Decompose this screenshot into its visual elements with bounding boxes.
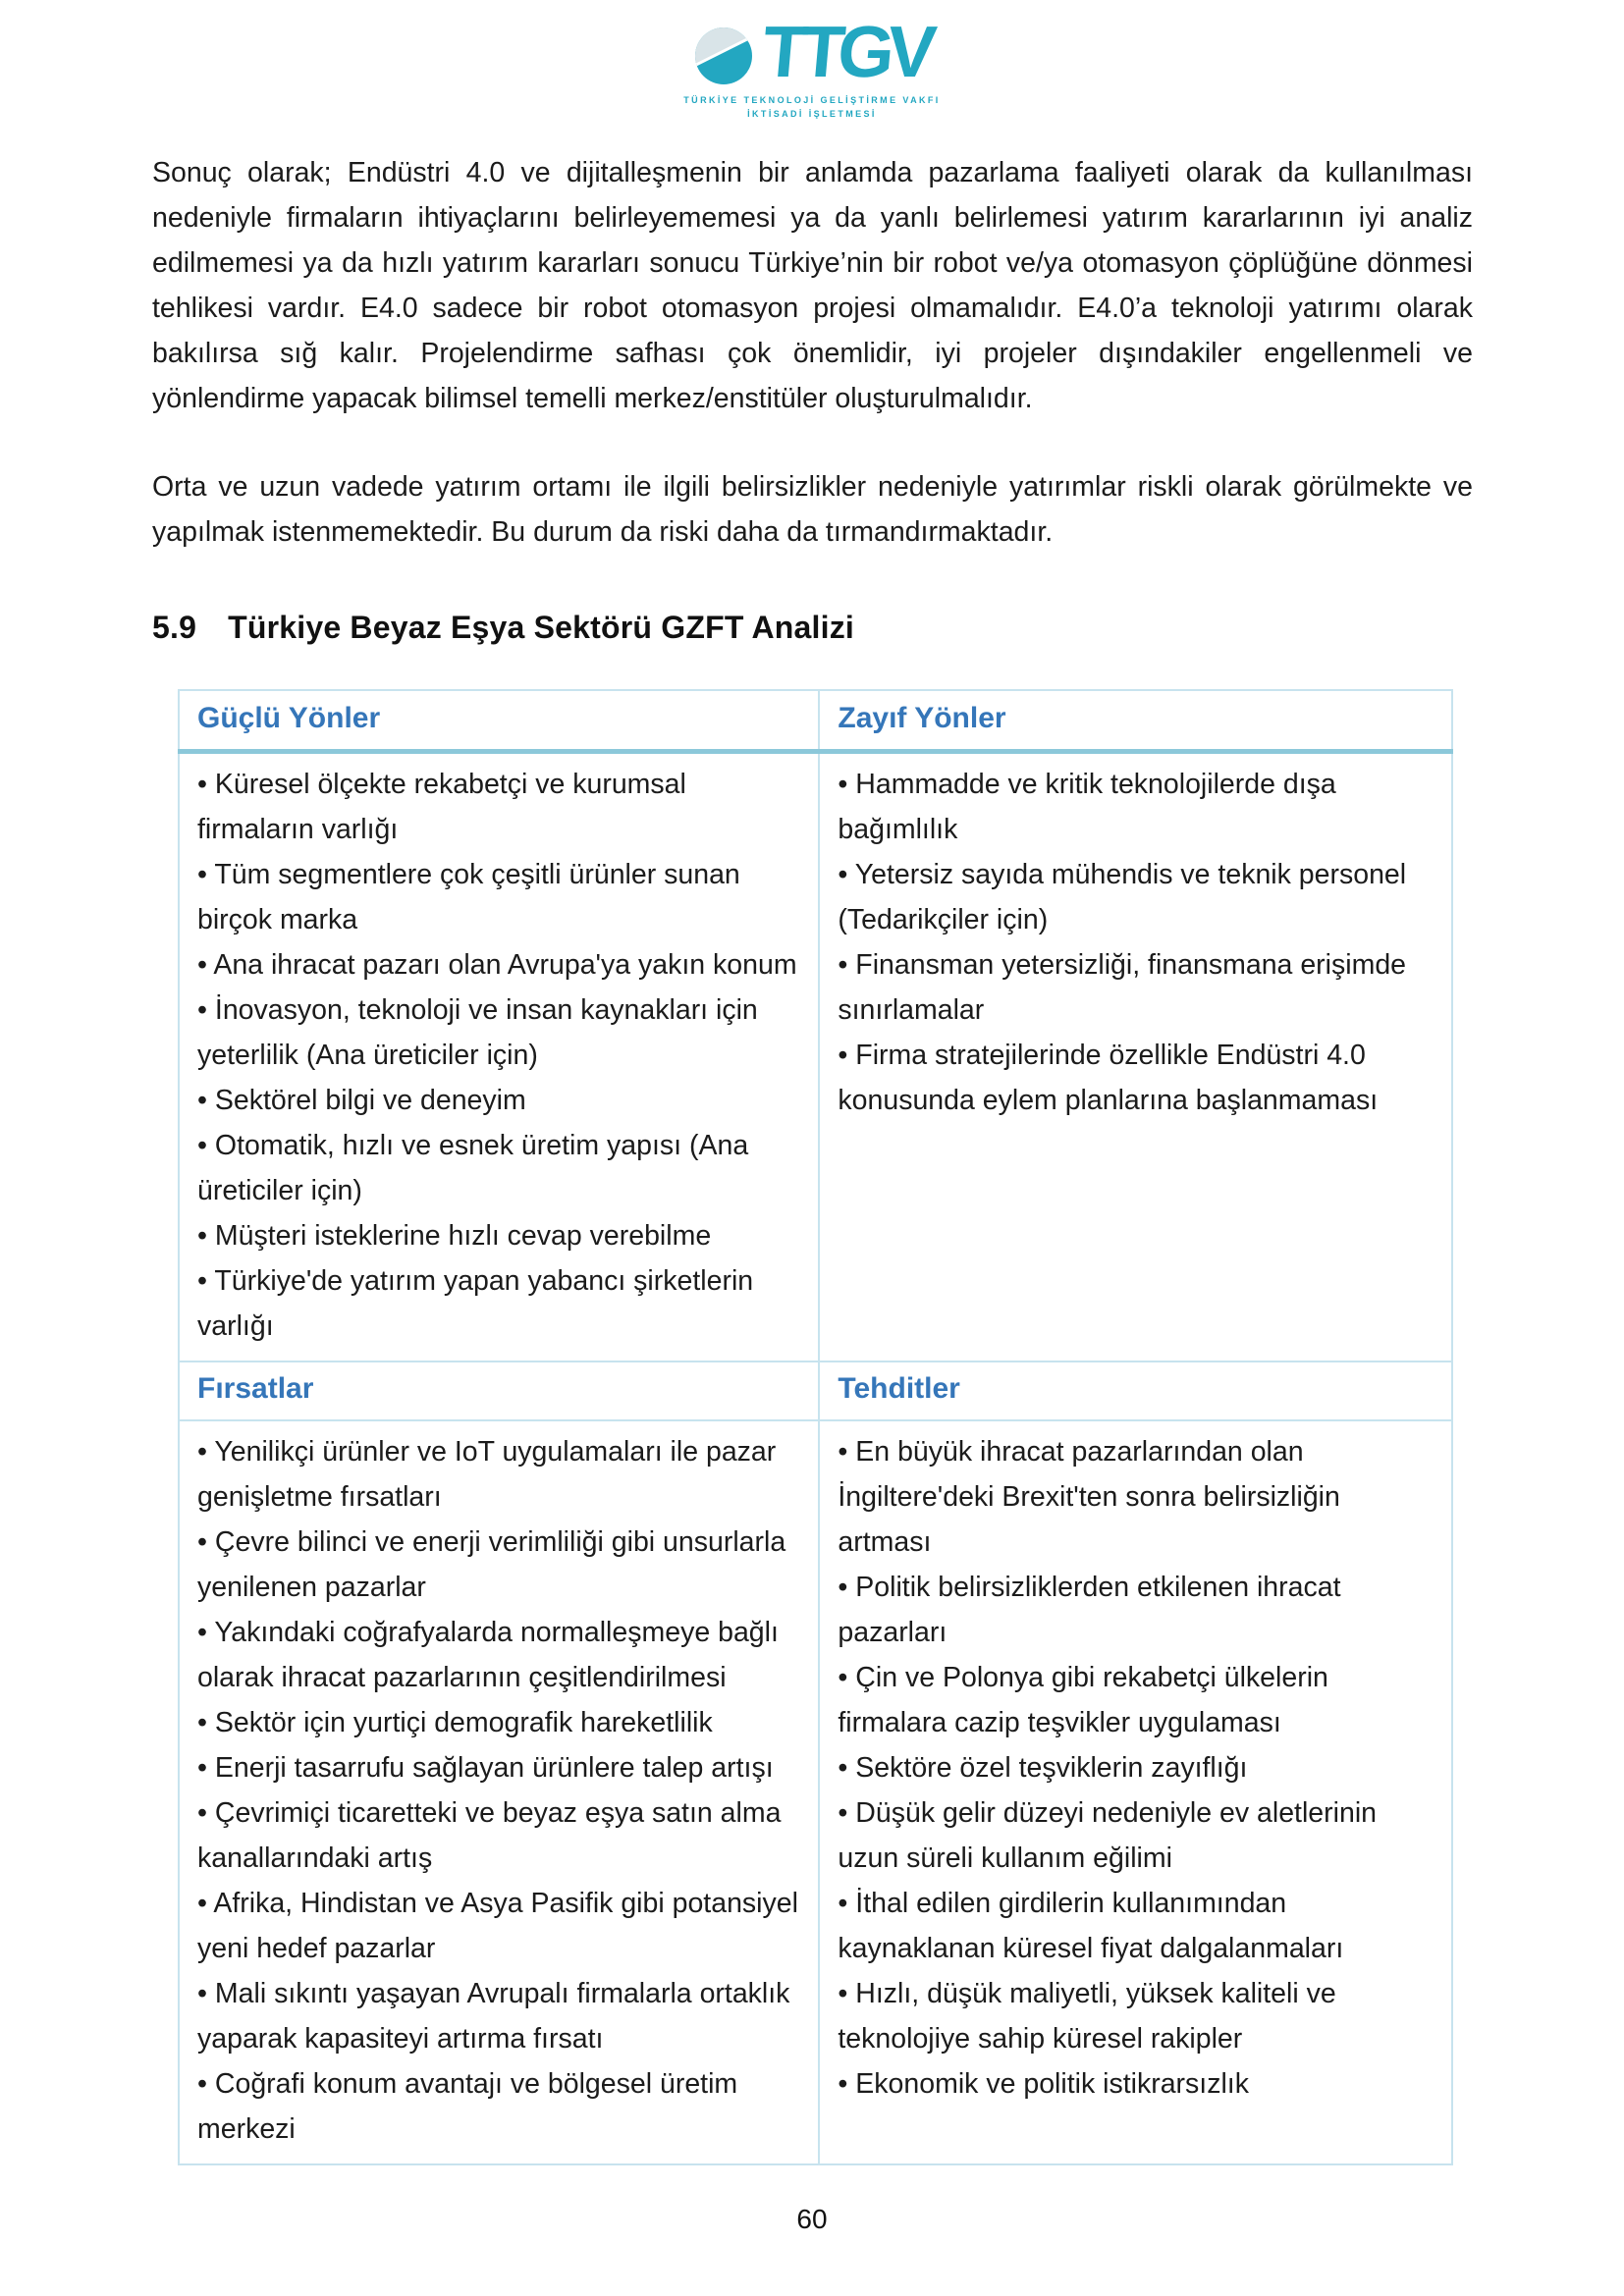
swot-cell-weaknesses xyxy=(819,752,1452,1362)
bullet-item: • Finansman yetersizliği, finansmana erişimde sınırlamalar xyxy=(838,949,1407,1026)
bullet-item: • Otomatik, hızlı ve esnek üretim yapısı (Ana üreticiler için) xyxy=(197,1130,749,1206)
section-heading xyxy=(152,610,1473,646)
swot-body-row-1 xyxy=(179,752,1452,1362)
bullet-item: • Mali sıkıntı yaşayan Avrupalı firmalarla ortaklık yaparak kapasiteyi artırma fırsatı xyxy=(197,1978,790,2055)
swot-header-cell-strengths xyxy=(179,690,819,752)
bullet-item: • Müşteri isteklerine hızlı cevap verebilme xyxy=(197,1220,712,1252)
bullet-item: • Yakındaki coğrafyalarda normalleşmeye bağlı olarak ihracat pazarlarının çeşitlendirilmesi xyxy=(197,1617,779,1693)
swot-cell-strengths xyxy=(179,752,819,1362)
strengths-header: Güçlü Yönler xyxy=(197,702,381,734)
bullet-item: • Düşük gelir düzeyi nedeniyle ev aletlerinin uzun süreli kullanım eğilimi xyxy=(838,1797,1378,1874)
swot-table xyxy=(178,689,1453,2165)
weaknesses-header: Zayıf Yönler xyxy=(838,702,1006,734)
threats-header: Tehditler xyxy=(838,1372,960,1405)
swot-header-cell-threats xyxy=(819,1362,1452,1420)
bullet-item: • Hammadde ve kritik teknolojilerde dışa bağımlılık xyxy=(838,769,1336,845)
bullet-item: • Sektörel bilgi ve deneyim xyxy=(197,1085,526,1116)
bullet-item: • Coğrafi konum avantajı ve bölgesel üretim merkezi xyxy=(197,2068,738,2145)
bullet-item: • Ekonomik ve politik istikrarsızlık xyxy=(838,2068,1249,2100)
opportunities-header: Fırsatlar xyxy=(197,1372,314,1405)
section-title: Türkiye Beyaz Eşya Sektörü GZFT Analizi xyxy=(228,610,855,645)
bullet-item: • Enerji tasarrufu sağlayan ürünlere talep artışı xyxy=(197,1752,774,1784)
bullet-item: • Çevre bilinci ve enerji verimliliği gibi unsurlarla yenilenen pazarlar xyxy=(197,1526,786,1603)
bullet-item: • Firma stratejilerinde özellikle Endüstri 4.0 konusunda eylem planlarına başlanmaması xyxy=(838,1040,1379,1116)
body-paragraph-2: Orta ve uzun vadede yatırım ortamı ile ilgili belirsizlikler nedeniyle yatırımlar riskli olarak görülmekte ve yapılmak istenmemektedir. Bu durum da riski daha da tırmandırmaktadır. xyxy=(152,471,1473,548)
brand-wordmark: TTGV xyxy=(759,11,934,92)
bullet-item: • Sektöre özel teşviklerin zayıflığı xyxy=(838,1752,1248,1784)
swot-header-row-2 xyxy=(179,1362,1452,1420)
bullet-item: • Politik belirsizliklerden etkilenen ihracat pazarları xyxy=(838,1572,1341,1648)
bullet-item: • Sektör için yurtiçi demografik hareketlilik xyxy=(197,1707,713,1738)
section-number: 5.9 xyxy=(152,610,197,645)
bullet-item: • Yetersiz sayıda mühendis ve teknik personel (Tedarikçiler için) xyxy=(838,859,1407,935)
swot-body-row-2 xyxy=(179,1420,1452,2164)
logo-subtitle-line2: İKTİSADİ İŞLETMESİ xyxy=(747,108,877,119)
bullet-item: • Hızlı, düşük maliyetli, yüksek kaliteli ve teknolojiye sahip küresel rakipler xyxy=(838,1978,1336,2055)
logo-subtitle xyxy=(683,94,940,121)
split-circle-icon xyxy=(694,27,753,85)
bullet-item: • Yenilikçi ürünler ve IoT uygulamaları ile pazar genişletme fırsatları xyxy=(197,1436,777,1513)
bullet-item: • Tüm segmentlere çok çeşitli ürünler sunan birçok marka xyxy=(197,859,740,935)
bullet-item: • Küresel ölçekte rekabetçi ve kurumsal firmaların varlığı xyxy=(197,769,686,845)
bullet-item: • Ana ihracat pazarı olan Avrupa'ya yakın konum xyxy=(197,949,797,981)
bullet-item: • Afrika, Hindistan ve Asya Pasifik gibi potansiyel yeni hedef pazarlar xyxy=(197,1888,798,1964)
ttgv-logo xyxy=(0,0,1624,121)
bullet-item: • İnovasyon, teknoloji ve insan kaynakları için yeterlilik (Ana üreticiler için) xyxy=(197,994,758,1071)
swot-header-cell-weaknesses xyxy=(819,690,1452,752)
swot-cell-threats xyxy=(819,1420,1452,2164)
page-content xyxy=(152,150,1473,2165)
bullet-item: • Çin ve Polonya gibi rekabetçi ülkelerin firmalara cazip teşvikler uygulaması xyxy=(838,1662,1328,1738)
bullet-item: • İthal edilen girdilerin kullanımından kaynaklanan küresel fiyat dalgalanmaları xyxy=(838,1888,1344,1964)
swot-header-cell-opportunities xyxy=(179,1362,819,1420)
page-number: 60 xyxy=(796,2204,828,2234)
bullet-item: • Türkiye'de yatırım yapan yabancı şirketlerin varlığı xyxy=(197,1265,754,1342)
body-paragraph-1: Sonuç olarak; Endüstri 4.0 ve dijitalleşmenin bir anlamda pazarlama faaliyeti olarak da kullanılması nedeniyle firmaların ihtiyaçlarını belirleyememesi ya da yanlı belirlemesi yatırım kararlarının iyi analiz edilmemesi ya da hızlı yatırım kararları sonucu Türkiye’nin bir robot ve/ya otomasyon çöplüğüne dönmesi tehlikesi vardır. E4.0 sadece bir robot otomasyon projesi olmamalıdır. E4.0’a teknoloji yatırımı olarak bakılırsa sığ kalır. Projelendirme safhası çok önemlidir, iyi projeler dışındakiler engellenmeli ve yönlendirme yapacak bilimsel temelli merkez/enstitüler oluşturulmalıdır. xyxy=(152,157,1473,414)
swot-header-row-1 xyxy=(179,690,1452,752)
swot-cell-opportunities xyxy=(179,1420,819,2164)
logo-subtitle-line1: TÜRKİYE TEKNOLOJİ GELİŞTİRME VAKFI xyxy=(683,95,941,105)
bullet-item: • Çevrimiçi ticaretteki ve beyaz eşya satın alma kanallarındaki artış xyxy=(197,1797,782,1874)
bullet-item: • En büyük ihracat pazarlarından olan İngiltere'deki Brexit'ten sonra belirsizliğin artması xyxy=(838,1436,1340,1558)
